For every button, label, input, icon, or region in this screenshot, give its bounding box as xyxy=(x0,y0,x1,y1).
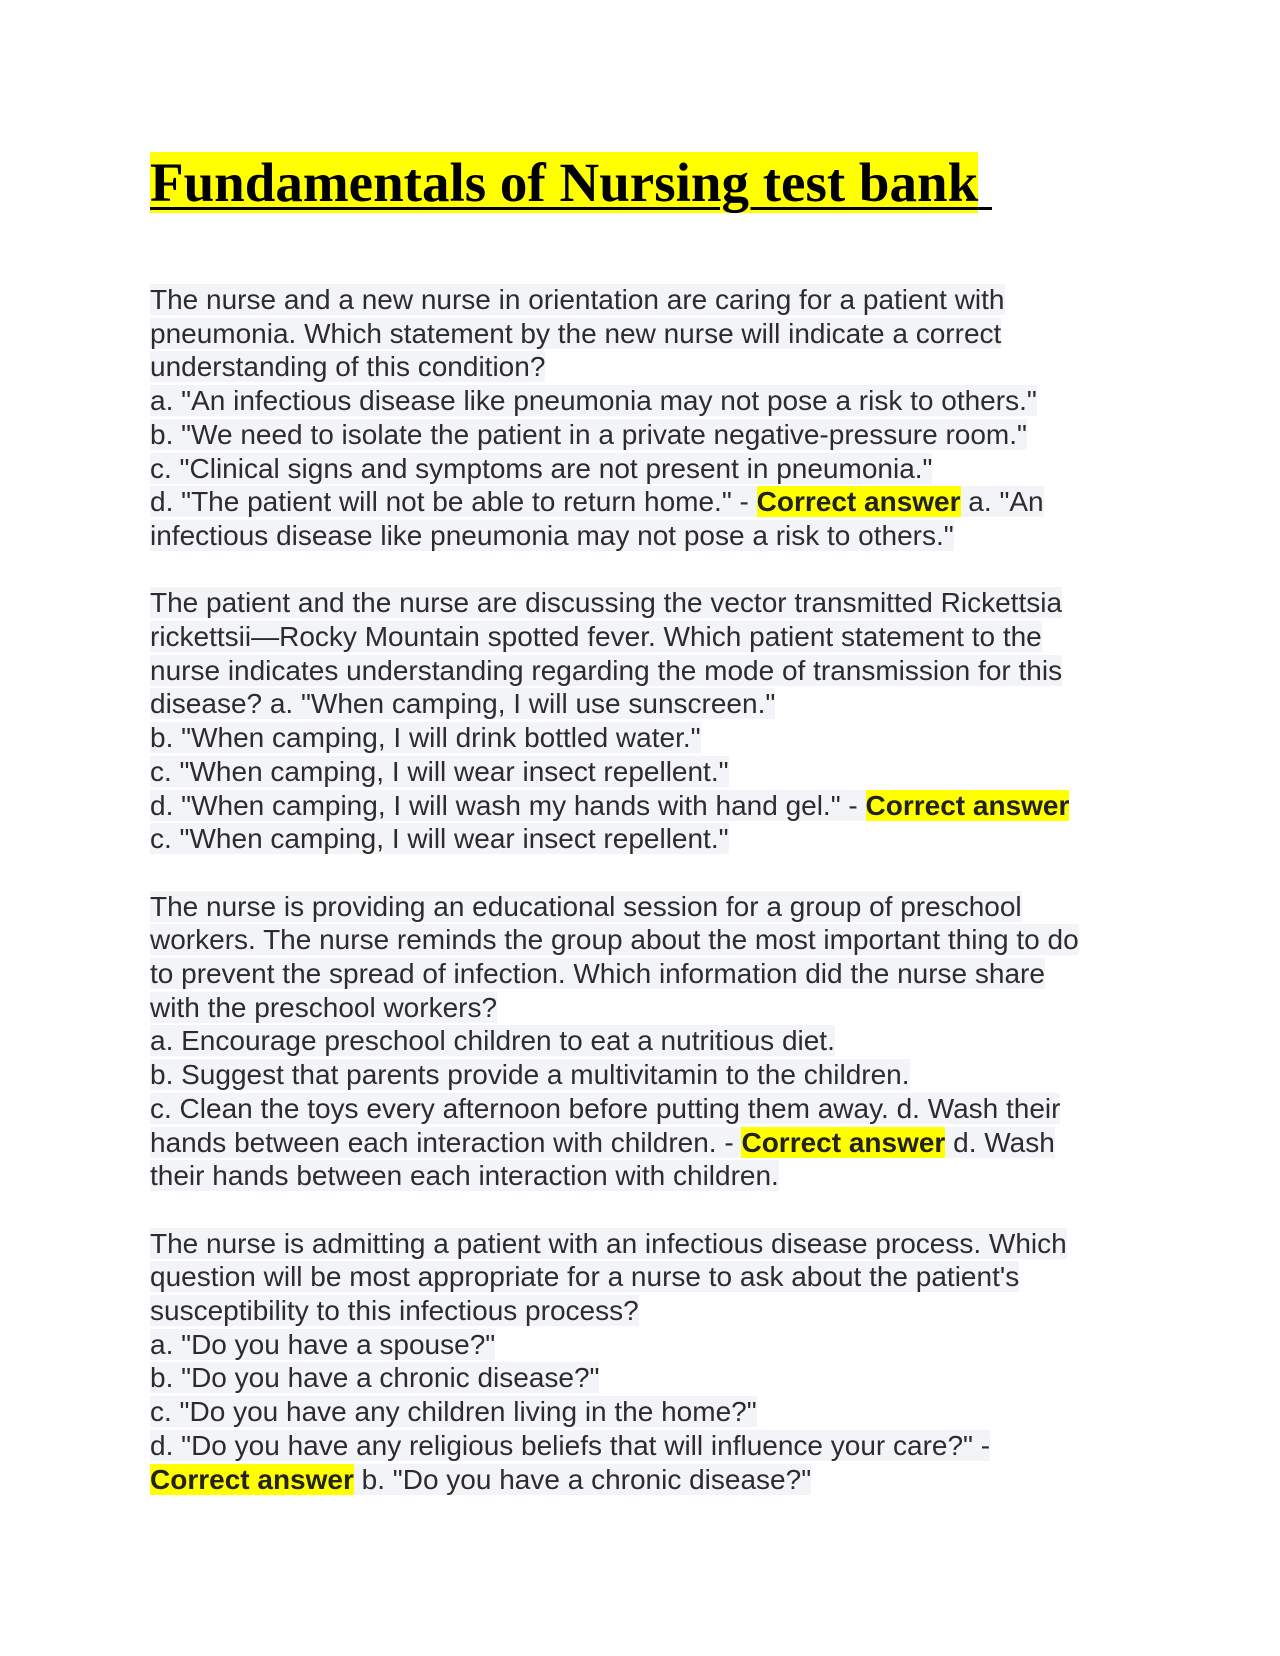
answer-text: infectious disease like pneumonia may not pose a risk to others." xyxy=(150,519,954,551)
option-c-d: c. Clean the toys every afternoon before putting them away. d. Wash their xyxy=(150,1092,1061,1124)
option-d-with-answer: hands between each interaction with children. - Correct answer d. Wash xyxy=(150,1126,1055,1158)
option-c: c. "When camping, I will wear insect repellent." xyxy=(150,755,729,787)
text-line: with the preschool workers? xyxy=(150,991,498,1023)
text-line: The nurse and a new nurse in orientation are caring for a patient with xyxy=(150,284,1005,315)
text-line: understanding of this condition? xyxy=(150,351,546,383)
question-block-1 xyxy=(150,283,1130,553)
text-line: The patient and the nurse are discussing the vector transmitted Rickettsia xyxy=(150,587,1063,619)
text-line: workers. The nurse reminds the group about the most important thing to do xyxy=(150,924,1079,956)
option-a: a. Encourage preschool children to eat a nutritious diet. xyxy=(150,1025,835,1057)
question-block-2 xyxy=(150,586,1130,856)
option-d: d. "Do you have any religious beliefs that will influence your care?" - xyxy=(150,1429,991,1461)
correct-answer-marker: Correct answer xyxy=(865,789,1070,821)
question-block-4 xyxy=(150,1227,1130,1497)
option-b: b. Suggest that parents provide a multivitamin to the children. xyxy=(150,1059,910,1091)
text-line: rickettsii—Rocky Mountain spotted fever. Which patient statement to the xyxy=(150,621,1042,653)
option-b: b. "When camping, I will drink bottled water." xyxy=(150,722,701,754)
option-d-with-answer: d. "The patient will not be able to return home." - Correct answer a. "An xyxy=(150,486,1044,518)
question-block-3 xyxy=(150,890,1130,1193)
text-line: The nurse is admitting a patient with an infectious disease process. Which xyxy=(150,1227,1067,1259)
answer-text: c. "When camping, I will wear insect repellent." xyxy=(150,823,729,855)
correct-answer-marker: Correct answer xyxy=(741,1126,946,1158)
option-b: b. "Do you have a chronic disease?" xyxy=(150,1362,600,1394)
text-line: The nurse is providing an educational session for a group of preschool xyxy=(150,890,1022,922)
option-d-with-answer: d. "When camping, I will wash my hands with hand gel." - Correct answer xyxy=(150,789,1070,821)
answer-text: their hands between each interaction with children. xyxy=(150,1160,779,1192)
page-title xyxy=(150,150,992,216)
text-line: susceptibility to this infectious process? xyxy=(150,1295,639,1327)
text-line: question will be most appropriate for a nurse to ask about the patient's xyxy=(150,1261,1020,1293)
text-line: to prevent the spread of infection. Which information did the nurse share xyxy=(150,958,1045,990)
title-trailing-space xyxy=(978,152,992,213)
correct-answer-marker: Correct answer xyxy=(756,486,961,518)
option-b: b. "We need to isolate the patient in a private negative-pressure room." xyxy=(150,418,1027,450)
answer-line: Correct answer b. "Do you have a chronic disease?" xyxy=(150,1463,812,1495)
text-line: nurse indicates understanding regarding the mode of transmission for this xyxy=(150,654,1063,686)
title-text: Fundamentals of Nursing test bank xyxy=(150,152,979,213)
option-c: c. "Clinical signs and symptoms are not present in pneumonia." xyxy=(150,452,933,484)
option-a: a. "An infectious disease like pneumonia may not pose a risk to others." xyxy=(150,385,1037,417)
text-line: pneumonia. Which statement by the new nurse will indicate a correct xyxy=(150,317,1002,349)
correct-answer-marker: Correct answer xyxy=(150,1463,354,1495)
option-a: disease? a. "When camping, I will use sunscreen." xyxy=(150,688,776,720)
question-list xyxy=(150,283,1130,1530)
option-c: c. "Do you have any children living in the home?" xyxy=(150,1396,757,1428)
option-a: a. "Do you have a spouse?" xyxy=(150,1328,496,1360)
